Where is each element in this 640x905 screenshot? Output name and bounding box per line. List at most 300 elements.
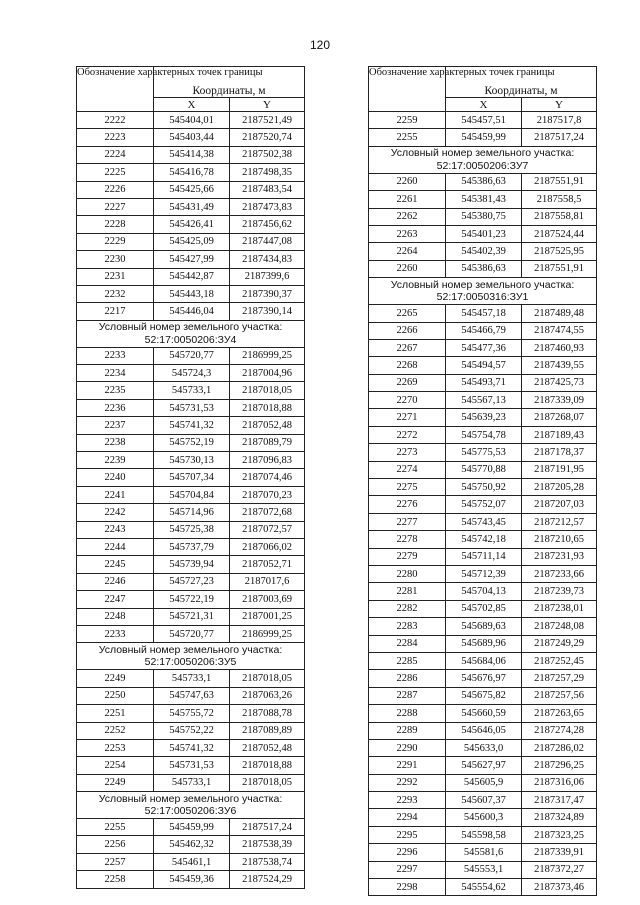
y-coordinate-cell: 2187339,91 [522,844,597,861]
y-coordinate-cell: 2187425,73 [522,374,597,391]
x-coordinate-cell: 545711,14 [446,548,522,565]
x-coordinate-cell: 545581,6 [446,844,522,861]
point-number-cell: 2269 [369,374,446,391]
x-coordinate-cell: 545739,94 [154,556,230,573]
point-number-cell: 2262 [369,208,446,225]
point-number-cell: 2255 [369,129,446,146]
table-row [369,635,597,652]
x-coordinate-cell: 545752,22 [154,722,230,739]
table-row [369,426,597,443]
y-coordinate-cell: 2187521,49 [230,112,305,129]
point-number-cell: 2225 [77,164,154,181]
y-coordinate-cell: 2187052,71 [230,556,305,573]
x-coordinate-cell: 545741,32 [154,739,230,756]
x-coordinate-cell: 545660,59 [446,705,522,722]
x-coordinate-cell: 545676,97 [446,670,522,687]
table-row [369,548,597,565]
y-coordinate-cell: 2187372,27 [522,861,597,878]
y-coordinate-cell: 2187017,6 [230,573,305,590]
y-coordinate-cell: 2187390,37 [230,285,305,302]
y-coordinate-cell: 2187517,24 [522,129,597,146]
x-coordinate-cell: 545733,1 [154,382,230,399]
x-coordinate-cell: 545712,39 [446,565,522,582]
table-row [77,181,305,198]
y-coordinate-cell: 2187524,44 [522,225,597,242]
y-coordinate-cell: 2187274,28 [522,722,597,739]
table-row [369,844,597,861]
table-row [369,461,597,478]
y-coordinate-cell: 2187257,29 [522,670,597,687]
x-coordinate-cell: 545600,3 [446,809,522,826]
table-row [77,739,305,756]
point-number-cell: 2268 [369,357,446,374]
table-row [369,173,597,190]
point-number-cell: 2267 [369,339,446,356]
y-coordinate-cell: 2187089,89 [230,722,305,739]
y-coordinate-cell: 2187004,96 [230,365,305,382]
x-coordinate-cell: 545425,66 [154,181,230,198]
y-coordinate-cell: 2187439,55 [522,357,597,374]
y-coordinate-cell: 2187390,14 [230,303,305,320]
point-number-cell: 2279 [369,548,446,565]
y-coordinate-cell: 2187483,54 [230,181,305,198]
point-number-cell: 2247 [77,591,154,608]
y-coordinate-cell: 2187210,65 [522,531,597,548]
x-coordinate-cell: 545720,77 [154,625,230,642]
table-row [77,469,305,486]
point-number-cell: 2231 [77,268,154,285]
x-coordinate-cell: 545459,99 [446,129,522,146]
point-number-cell: 2283 [369,618,446,635]
y-coordinate-cell: 2187373,46 [522,879,597,896]
x-coordinate-cell: 545743,45 [446,513,522,530]
x-coordinate-cell: 545731,53 [154,399,230,416]
y-coordinate-cell: 2187286,02 [522,739,597,756]
x-coordinate-cell: 545607,37 [446,792,522,809]
x-coordinate-cell: 545742,18 [446,531,522,548]
y-coordinate-cell: 2186999,25 [230,347,305,364]
x-coordinate-cell: 545401,23 [446,225,522,242]
point-number-cell: 2257 [77,853,154,870]
y-coordinate-cell: 2187233,66 [522,565,597,582]
table-row [369,243,597,260]
y-coordinate-cell: 2187263,65 [522,705,597,722]
point-number-cell: 2288 [369,705,446,722]
x-coordinate-cell: 545553,1 [446,861,522,878]
y-coordinate-cell: 2187191,95 [522,461,597,478]
header-point-designation: Обозначение характерных точек границы [77,67,154,112]
point-number-cell: 2278 [369,531,446,548]
table-row [77,687,305,704]
y-coordinate-cell: 2187525,95 [522,243,597,260]
y-coordinate-cell: 2187339,09 [522,392,597,409]
point-number-cell: 2223 [77,129,154,146]
table-row [369,739,597,756]
x-coordinate-cell: 545754,78 [446,426,522,443]
x-coordinate-cell: 545689,63 [446,618,522,635]
table-row [369,260,597,277]
y-coordinate-cell: 2187052,48 [230,739,305,756]
y-coordinate-cell: 2187473,83 [230,198,305,215]
point-number-cell: 2248 [77,608,154,625]
point-number-cell: 2289 [369,722,446,739]
point-number-cell: 2295 [369,826,446,843]
table-row [369,322,597,339]
x-coordinate-cell: 545733,1 [154,670,230,687]
x-coordinate-cell: 545747,63 [154,687,230,704]
parcel-section-row [369,146,597,173]
table-row [77,365,305,382]
x-coordinate-cell: 545459,99 [154,819,230,836]
table-row [369,600,597,617]
y-coordinate-cell: 2187489,48 [522,305,597,322]
point-number-cell: 2228 [77,216,154,233]
coordinates-table-right [368,66,597,896]
x-coordinate-cell: 545386,63 [446,260,522,277]
x-coordinate-cell: 545730,13 [154,452,230,469]
parcel-number-heading: Условный номер земельного участка: 52:17:0050206:ЗУ6 [77,792,305,819]
header-coordinates: Координаты, м [154,67,305,98]
table-row [369,496,597,513]
point-number-cell: 2251 [77,705,154,722]
table-row [77,285,305,302]
table-row [369,792,597,809]
table-row [77,198,305,215]
point-number-cell: 2272 [369,426,446,443]
x-coordinate-cell: 545446,04 [154,303,230,320]
y-coordinate-cell: 2187074,46 [230,469,305,486]
parcel-section-row [77,792,305,819]
table-row [77,608,305,625]
table-row [77,382,305,399]
x-coordinate-cell: 545721,31 [154,608,230,625]
x-coordinate-cell: 545731,53 [154,757,230,774]
x-coordinate-cell: 545380,75 [446,208,522,225]
point-number-cell: 2285 [369,652,446,669]
y-coordinate-cell: 2187460,93 [522,339,597,356]
point-number-cell: 2273 [369,444,446,461]
x-coordinate-cell: 545457,18 [446,305,522,322]
header-y: Y [522,98,597,112]
y-coordinate-cell: 2187558,5 [522,191,597,208]
y-coordinate-cell: 2187018,05 [230,774,305,791]
point-number-cell: 2291 [369,757,446,774]
table-row [369,705,597,722]
x-coordinate-cell: 545459,36 [154,871,230,888]
x-coordinate-cell: 545443,18 [154,285,230,302]
table-row [369,374,597,391]
x-coordinate-cell: 545403,44 [154,129,230,146]
point-number-cell: 2243 [77,521,154,538]
x-coordinate-cell: 545404,01 [154,112,230,129]
y-coordinate-cell: 2187323,25 [522,826,597,843]
point-number-cell: 2222 [77,112,154,129]
point-number-cell: 2232 [77,285,154,302]
table-row [77,303,305,320]
table-row [369,357,597,374]
y-coordinate-cell: 2187538,74 [230,853,305,870]
point-number-cell: 2258 [77,871,154,888]
x-coordinate-cell: 545425,09 [154,233,230,250]
x-coordinate-cell: 545416,78 [154,164,230,181]
table-row [77,452,305,469]
point-number-cell: 2230 [77,251,154,268]
point-number-cell: 2233 [77,625,154,642]
x-coordinate-cell: 545457,51 [446,112,522,129]
point-number-cell: 2233 [77,347,154,364]
point-number-cell: 2252 [77,722,154,739]
point-number-cell: 2281 [369,583,446,600]
y-coordinate-cell: 2187399,6 [230,268,305,285]
table-row [77,164,305,181]
y-coordinate-cell: 2187205,28 [522,479,597,496]
table-row [369,444,597,461]
x-coordinate-cell: 545431,49 [154,198,230,215]
x-coordinate-cell: 545461,1 [154,853,230,870]
parcel-number-heading: Условный номер земельного участка: 52:17:0050316:ЗУ1 [369,278,597,305]
point-number-cell: 2259 [369,112,446,129]
table-row [369,879,597,896]
y-coordinate-cell: 2187189,43 [522,426,597,443]
table-row [369,392,597,409]
y-coordinate-cell: 2187096,83 [230,452,305,469]
y-coordinate-cell: 2187018,05 [230,670,305,687]
table-row [77,347,305,364]
point-number-cell: 2282 [369,600,446,617]
y-coordinate-cell: 2187001,25 [230,608,305,625]
y-coordinate-cell: 2187072,68 [230,504,305,521]
x-coordinate-cell: 545714,96 [154,504,230,521]
point-number-cell: 2255 [77,819,154,836]
point-number-cell: 2234 [77,365,154,382]
parcel-section-row [77,643,305,670]
x-coordinate-cell: 545702,85 [446,600,522,617]
table-row [369,757,597,774]
x-coordinate-cell: 545724,3 [154,365,230,382]
table-row [77,521,305,538]
x-coordinate-cell: 545646,05 [446,722,522,739]
point-number-cell: 2244 [77,538,154,555]
table-row [369,305,597,322]
table-row [369,225,597,242]
y-coordinate-cell: 2187558,81 [522,208,597,225]
x-coordinate-cell: 545752,19 [154,434,230,451]
y-coordinate-cell: 2187296,25 [522,757,597,774]
point-number-cell: 2226 [77,181,154,198]
table-row [369,339,597,356]
y-coordinate-cell: 2187070,23 [230,486,305,503]
table-row [77,538,305,555]
header-y: Y [230,98,305,112]
x-coordinate-cell: 545750,92 [446,479,522,496]
y-coordinate-cell: 2187551,91 [522,173,597,190]
point-number-cell: 2256 [77,836,154,853]
point-number-cell: 2261 [369,191,446,208]
table-row [77,573,305,590]
table-row [77,434,305,451]
point-number-cell: 2292 [369,774,446,791]
x-coordinate-cell: 545381,43 [446,191,522,208]
point-number-cell: 2217 [77,303,154,320]
point-number-cell: 2245 [77,556,154,573]
x-coordinate-cell: 545689,96 [446,635,522,652]
y-coordinate-cell: 2187238,01 [522,600,597,617]
x-coordinate-cell: 545675,82 [446,687,522,704]
point-number-cell: 2240 [77,469,154,486]
point-number-cell: 2235 [77,382,154,399]
y-coordinate-cell: 2187207,03 [522,496,597,513]
x-coordinate-cell: 545733,1 [154,774,230,791]
y-coordinate-cell: 2187239,73 [522,583,597,600]
table-row [77,268,305,285]
point-number-cell: 2237 [77,417,154,434]
table-row [77,853,305,870]
point-number-cell: 2249 [77,670,154,687]
point-number-cell: 2236 [77,399,154,416]
table-row [77,504,305,521]
table-row [77,112,305,129]
point-number-cell: 2293 [369,792,446,809]
point-number-cell: 2264 [369,243,446,260]
table-row [77,129,305,146]
x-coordinate-cell: 545477,36 [446,339,522,356]
x-coordinate-cell: 545427,99 [154,251,230,268]
header-coordinates: Координаты, м [446,67,597,98]
point-number-cell: 2284 [369,635,446,652]
table-row [77,146,305,163]
x-coordinate-cell: 545386,63 [446,173,522,190]
x-coordinate-cell: 545704,13 [446,583,522,600]
y-coordinate-cell: 2187524,29 [230,871,305,888]
x-coordinate-cell: 545442,87 [154,268,230,285]
table-row [369,409,597,426]
parcel-section-row [369,278,597,305]
y-coordinate-cell: 2187520,74 [230,129,305,146]
x-coordinate-cell: 545466,79 [446,322,522,339]
parcel-number-heading: Условный номер земельного участка: 52:17:0050206:ЗУ5 [77,643,305,670]
x-coordinate-cell: 545684,06 [446,652,522,669]
point-number-cell: 2294 [369,809,446,826]
table-row [77,819,305,836]
x-coordinate-cell: 545722,19 [154,591,230,608]
point-number-cell: 2274 [369,461,446,478]
table-row [369,774,597,791]
table-row [77,836,305,853]
y-coordinate-cell: 2187018,88 [230,757,305,774]
y-coordinate-cell: 2187474,55 [522,322,597,339]
header-x: X [446,98,522,112]
table-row [369,191,597,208]
y-coordinate-cell: 2187324,89 [522,809,597,826]
table-row [77,251,305,268]
table-row [369,129,597,146]
y-coordinate-cell: 2187212,57 [522,513,597,530]
point-number-cell: 2227 [77,198,154,215]
x-coordinate-cell: 545462,32 [154,836,230,853]
page-number: 120 [309,38,331,52]
table-row [77,625,305,642]
y-coordinate-cell: 2187502,38 [230,146,305,163]
table-row [369,618,597,635]
y-coordinate-cell: 2187066,02 [230,538,305,555]
table-row [369,809,597,826]
table-row [369,531,597,548]
x-coordinate-cell: 545752,07 [446,496,522,513]
point-number-cell: 2260 [369,260,446,277]
table-row [77,556,305,573]
table-row [369,687,597,704]
table-row [77,417,305,434]
x-coordinate-cell: 545494,57 [446,357,522,374]
x-coordinate-cell: 545402,39 [446,243,522,260]
parcel-number-heading: Условный номер земельного участка: 52:17:0050206:ЗУ4 [77,320,305,347]
coordinates-table-left [76,66,305,889]
point-number-cell: 2286 [369,670,446,687]
y-coordinate-cell: 2187317,47 [522,792,597,809]
x-coordinate-cell: 545704,84 [154,486,230,503]
point-number-cell: 2254 [77,757,154,774]
x-coordinate-cell: 545639,23 [446,409,522,426]
point-number-cell: 2265 [369,305,446,322]
table-row [77,399,305,416]
point-number-cell: 2280 [369,565,446,582]
table-row [369,722,597,739]
point-number-cell: 2297 [369,861,446,878]
point-number-cell: 2239 [77,452,154,469]
table-row [77,871,305,888]
point-number-cell: 2238 [77,434,154,451]
y-coordinate-cell: 2187538,39 [230,836,305,853]
header-x: X [154,98,230,112]
table-row [369,565,597,582]
y-coordinate-cell: 2187003,69 [230,591,305,608]
point-number-cell: 2270 [369,392,446,409]
table-row [369,112,597,129]
table-row [77,757,305,774]
x-coordinate-cell: 545567,13 [446,392,522,409]
y-coordinate-cell: 2187018,05 [230,382,305,399]
point-number-cell: 2290 [369,739,446,756]
point-number-cell: 2276 [369,496,446,513]
table-row [77,591,305,608]
table-row [77,216,305,233]
x-coordinate-cell: 545426,41 [154,216,230,233]
y-coordinate-cell: 2187316,06 [522,774,597,791]
y-coordinate-cell: 2187249,29 [522,635,597,652]
y-coordinate-cell: 2187551,91 [522,260,597,277]
y-coordinate-cell: 2187089,79 [230,434,305,451]
table-row [369,479,597,496]
y-coordinate-cell: 2187456,62 [230,216,305,233]
x-coordinate-cell: 545554,62 [446,879,522,896]
x-coordinate-cell: 545605,9 [446,774,522,791]
table-row [369,861,597,878]
y-coordinate-cell: 2187052,48 [230,417,305,434]
x-coordinate-cell: 545633,0 [446,739,522,756]
x-coordinate-cell: 545720,77 [154,347,230,364]
point-number-cell: 2266 [369,322,446,339]
y-coordinate-cell: 2187517,24 [230,819,305,836]
table-row [369,513,597,530]
x-coordinate-cell: 545414,38 [154,146,230,163]
table-row [77,774,305,791]
y-coordinate-cell: 2187447,08 [230,233,305,250]
point-number-cell: 2250 [77,687,154,704]
x-coordinate-cell: 545755,72 [154,705,230,722]
x-coordinate-cell: 545770,88 [446,461,522,478]
x-coordinate-cell: 545627,97 [446,757,522,774]
y-coordinate-cell: 2187268,07 [522,409,597,426]
